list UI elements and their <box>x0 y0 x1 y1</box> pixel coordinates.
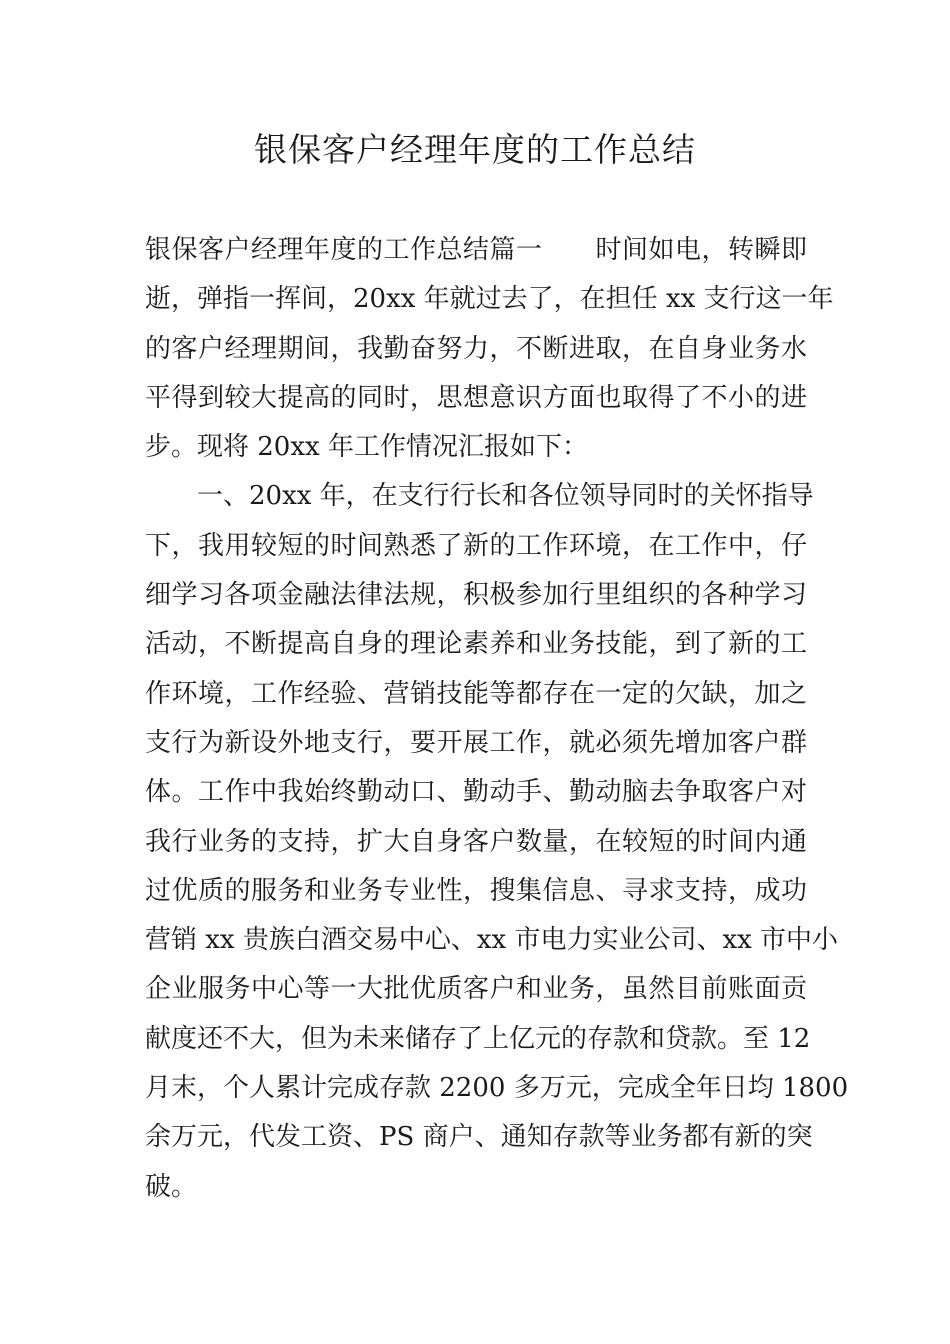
text-line: 细学习各项金融法律法规，积极参加行里组织的各种学习 <box>145 580 807 611</box>
document-title: 银保客户经理年度的工作总结 <box>254 130 696 169</box>
text-line: 活动，不断提高自身的理论素养和业务技能，到了新的工 <box>145 629 807 660</box>
text-line: 过优质的服务和业务专业性，搜集信息、寻求支持，成功 <box>145 875 807 906</box>
text-line: 银保客户经理年度的工作总结篇一 时间如电，转瞬即 <box>145 235 807 265</box>
text-line: 步。现将 20xx 年工作情况汇报如下： <box>145 432 588 463</box>
text-line: 营销 xx 贵族白酒交易中心、xx 市电力实业公司、xx 市中小 <box>145 925 839 956</box>
text-line: 月末，个人累计完成存款 2200 多万元，完成全年日均 1800 <box>145 1073 849 1104</box>
text-line: 我行业务的支持，扩大自身客户数量，在较短的时间内通 <box>145 826 807 857</box>
text-line: 的客户经理期间，我勤奋努力，不断进取，在自身业务水 <box>145 333 807 364</box>
text-line: 企业服务中心等一大批优质客户和业务，虽然目前账面贡 <box>145 974 807 1005</box>
text-line: 献度还不大，但为未来储存了上亿元的存款和贷款。至 12 <box>145 1023 811 1054</box>
text-line: 支行为新设外地支行，要开展工作，就必须先增加客户群 <box>145 727 807 758</box>
text-line: 逝，弹指一挥间，20xx 年就过去了，在担任 xx 支行这一年 <box>145 284 834 315</box>
text-line: 余万元，代发工资、PS 商户、通知存款等业务都有新的突 <box>145 1122 813 1153</box>
text-line: 作环境，工作经验、营销技能等都存在一定的欠缺，加之 <box>145 678 807 709</box>
text-line: 平得到较大提高的同时，思想意识方面也取得了不小的进 <box>145 382 807 413</box>
text-line: 体。工作中我始终勤动口、勤动手、勤动脑去争取客户对 <box>145 777 807 808</box>
text-line: 下，我用较短的时间熟悉了新的工作环境，在工作中，仔 <box>145 530 807 561</box>
text-line: 破。 <box>145 1171 198 1202</box>
document-body <box>145 226 849 1212</box>
text-line: 一、20xx 年，在支行行长和各位领导同时的关怀指导 <box>197 481 814 512</box>
